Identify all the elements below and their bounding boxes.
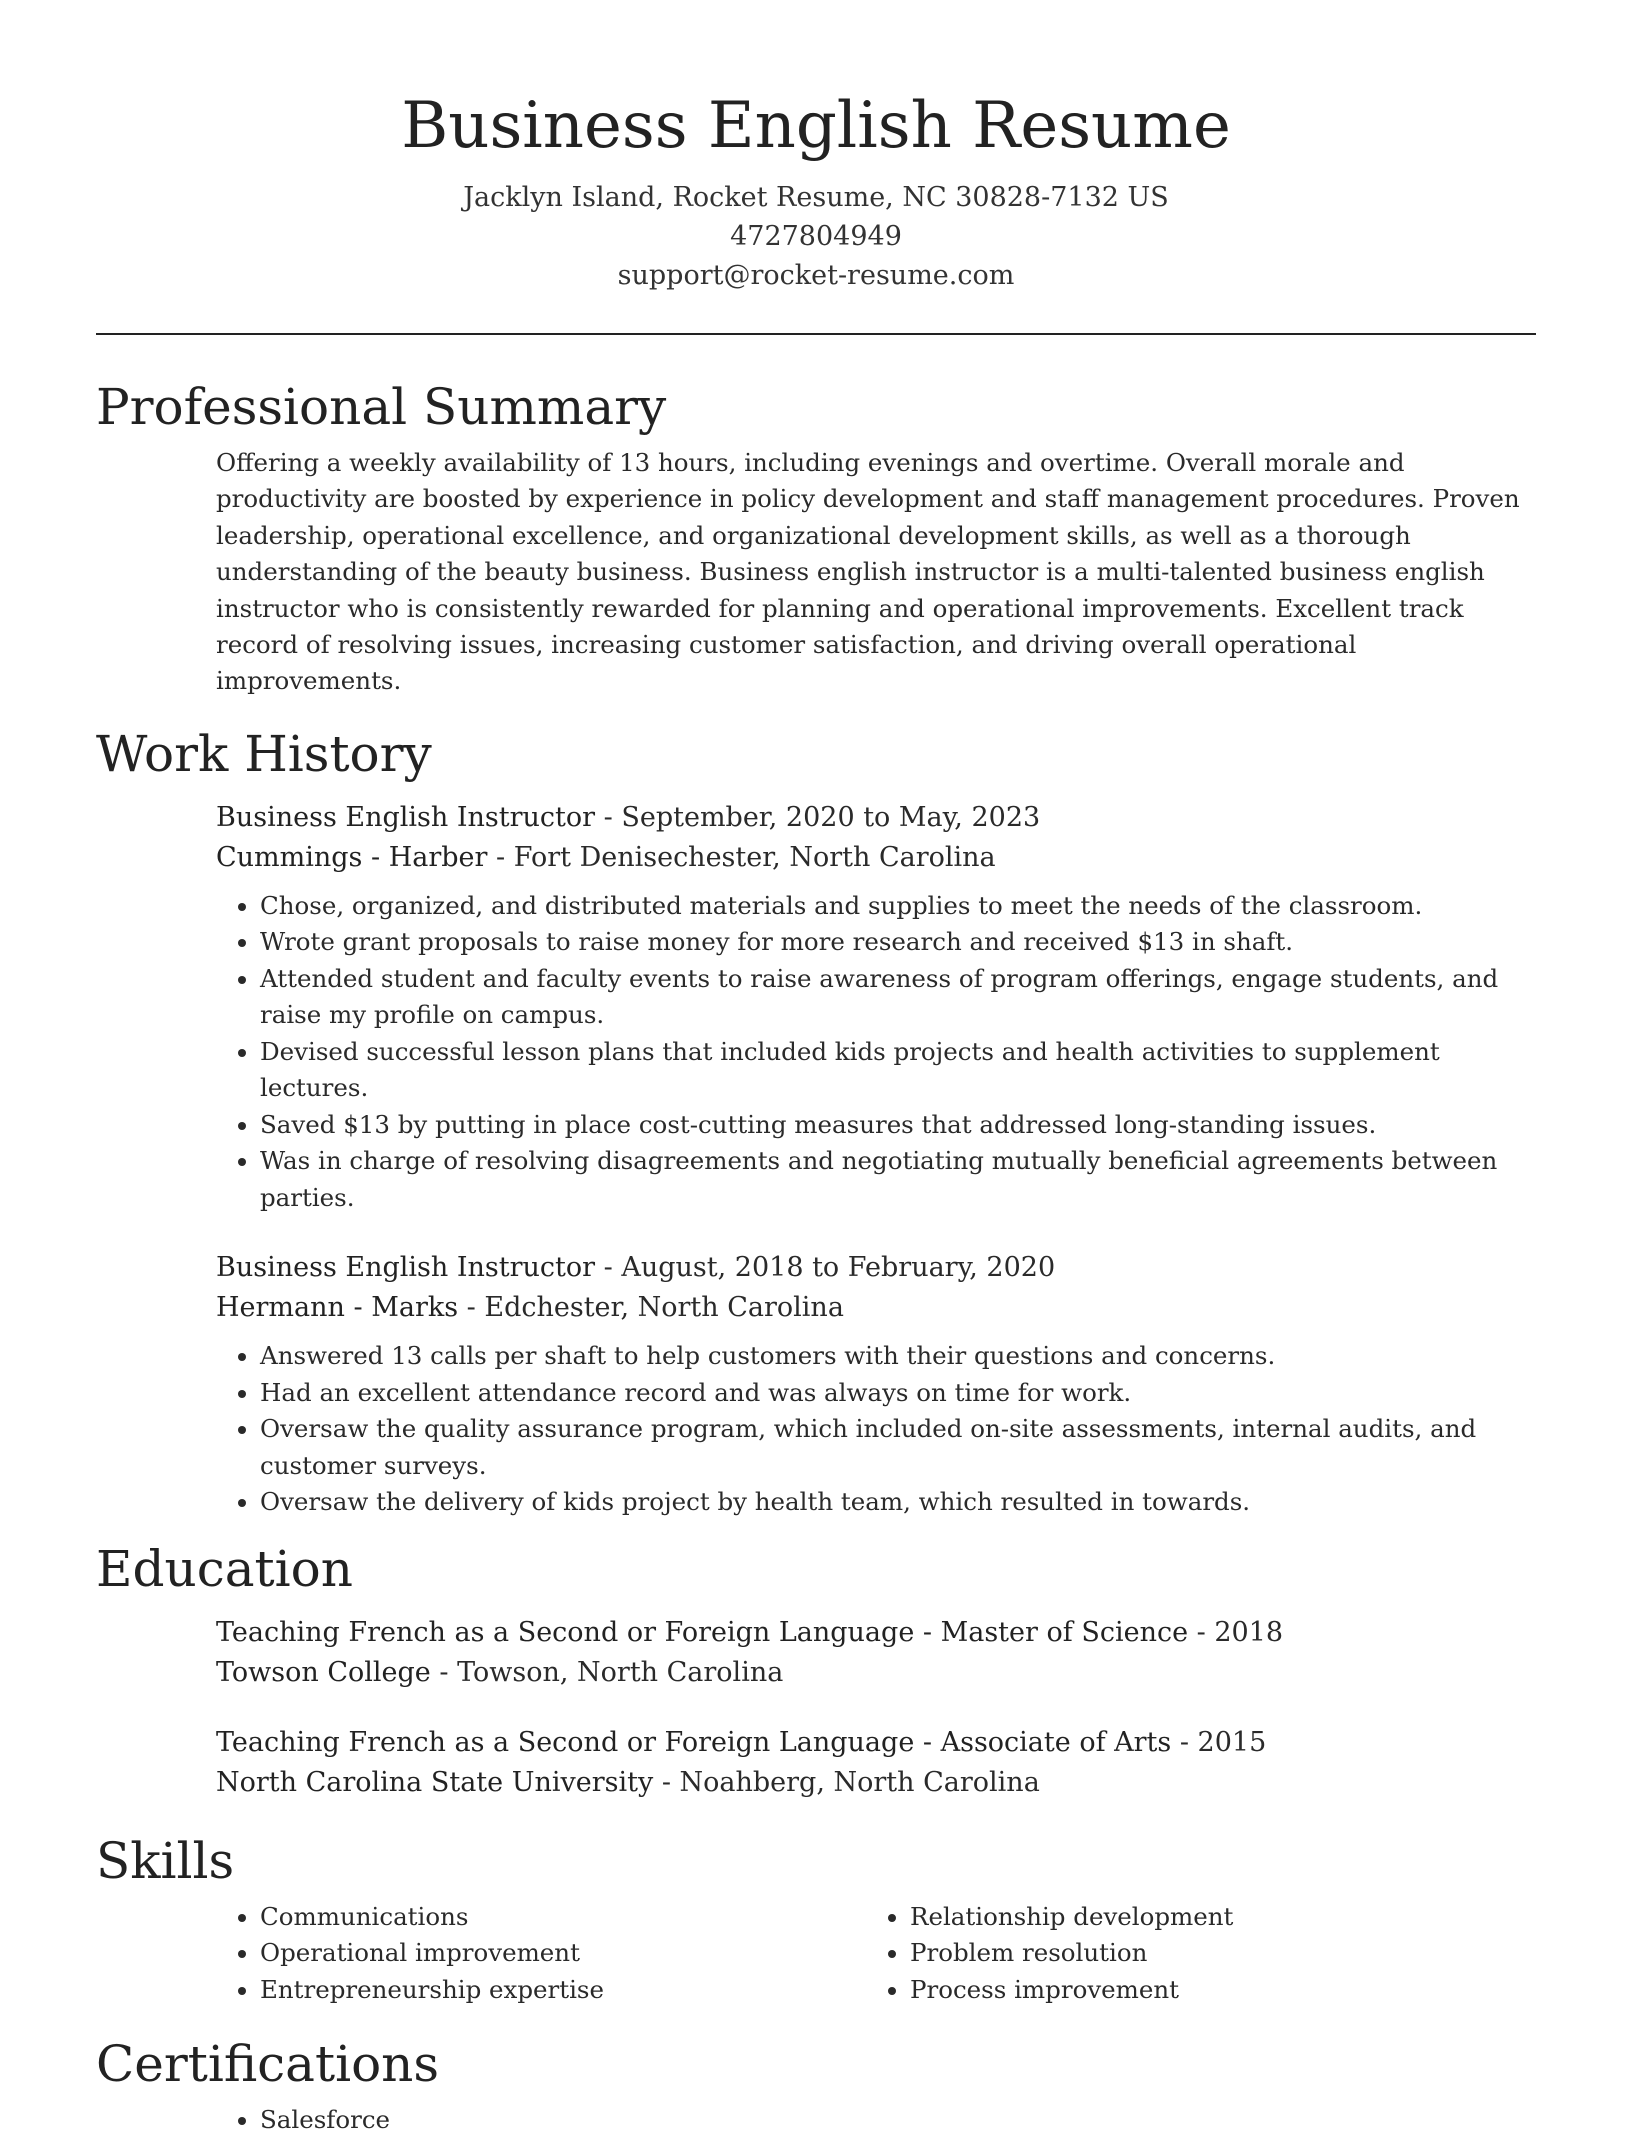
skill-item: • Problem resolution	[910, 1935, 1516, 1972]
job-entry	[216, 798, 1536, 1217]
education-location: - Towson, North Carolina	[430, 1656, 784, 1688]
skill-item: • Communications	[260, 1899, 866, 1936]
job-location: - Edchester, North Carolina	[458, 1292, 844, 1324]
skill-item: • Relationship development	[910, 1899, 1516, 1936]
education-year: - 2015	[1171, 1726, 1267, 1758]
education-entry	[216, 1723, 1536, 1803]
education-degree: Teaching French as a Second or Foreign Language - Master of Science	[216, 1616, 1189, 1648]
work-history-section	[96, 722, 1536, 1521]
education-section	[96, 1537, 1536, 1803]
skill-item: • Entrepreneurship expertise	[260, 1972, 866, 2009]
job-entry	[216, 1248, 1536, 1521]
job-role: Business English Instructor	[216, 801, 596, 833]
email-address: support@rocket-resume.com	[617, 260, 1015, 291]
skills-section	[96, 1829, 1536, 2009]
list-item: • Wrote grant proposals to raise money for more research and received $13 in shaft.	[260, 924, 1536, 961]
list-item: • Oversaw the quality assurance program, which included on-site assessments, internal audits, and customer surveys.	[260, 1411, 1536, 1484]
education-degree: Teaching French as a Second or Foreign Language - Associate of Arts	[216, 1726, 1172, 1758]
education-school: Towson College	[216, 1656, 431, 1688]
list-item: • Saved $13 by putting in place cost-cutting measures that addressed long-standing issues.	[260, 1107, 1536, 1144]
list-item: • Was in charge of resolving disagreements and negotiating mutually beneficial agreements between parties.	[260, 1143, 1536, 1216]
address: Jacklyn Island, Rocket Resume, NC 30828-7132 US	[463, 182, 1169, 213]
education-year: - 2018	[1188, 1616, 1284, 1648]
skill-item: • Process improvement	[910, 1972, 1516, 2009]
education-entry	[216, 1613, 1536, 1693]
list-item: • Attended student and faculty events to raise awareness of program offerings, engage students, and raise my profile on campus.	[260, 961, 1536, 1034]
section-title-summary: Professional Summary	[96, 378, 667, 436]
job-location: - Fort Denisechester, North Carolina	[487, 841, 996, 873]
job-dates: - September, 2020 to May, 2023	[595, 801, 1041, 833]
section-title-work-history: Work History	[96, 724, 432, 783]
skills-column-left	[216, 1893, 866, 2009]
resume-page	[96, 0, 1536, 2139]
certifications-section	[96, 2032, 1536, 2139]
job-duties-list	[216, 888, 1536, 1217]
list-item: • Had an excellent attendance record and was always on time for work.	[260, 1375, 1536, 1412]
resume-title: Business English Resume	[401, 89, 1231, 163]
list-item: • Devised successful lesson plans that included kids projects and health activities to supplement lectures.	[260, 1034, 1536, 1107]
section-title-skills: Skills	[96, 1831, 235, 1890]
list-item: • Oversaw the delivery of kids project by health team, which resulted in towards.	[260, 1484, 1536, 1521]
phone-number: 4727804949	[730, 221, 902, 252]
list-item: • Chose, organized, and distributed materials and supplies to meet the needs of the classroom.	[260, 888, 1536, 925]
skill-item: • Operational improvement	[260, 1935, 866, 1972]
header-divider	[96, 333, 1536, 335]
resume-header	[96, 0, 1536, 295]
summary-section	[96, 375, 1536, 700]
certification-item: • Salesforce	[260, 2102, 1536, 2139]
job-duties-list	[216, 1338, 1536, 1521]
summary-text: Offering a weekly availability of 13 hours, including evenings and overtime. Overall morale and productivity are boosted by experience in policy development and staff management procedures. Proven leadership, operational excellence, and organizational development skills, as well as a thorough understanding of the beauty business. Business english instructor is a multi-talented business english instructor who is consistently rewarded for planning and operational improvements. Excellent track record of resolving issues, increasing customer satisfaction, and driving overall operational improvements.	[216, 448, 1520, 696]
education-location: - Noahberg, North Carolina	[653, 1766, 1040, 1798]
job-company: Cummings - Harber	[216, 841, 488, 873]
education-school: North Carolina State University	[216, 1766, 654, 1798]
job-role: Business English Instructor	[216, 1252, 596, 1284]
job-company: Hermann - Marks	[216, 1292, 459, 1324]
job-dates: - August, 2018 to February, 2020	[595, 1252, 1056, 1284]
skills-column-right	[866, 1893, 1516, 2009]
list-item: • Answered 13 calls per shaft to help customers with their questions and concerns.	[260, 1338, 1536, 1375]
skills-grid	[216, 1893, 1536, 2009]
certifications-list	[216, 2102, 1536, 2139]
section-title-certifications: Certifications	[96, 2035, 440, 2094]
section-title-education: Education	[96, 1539, 353, 1598]
